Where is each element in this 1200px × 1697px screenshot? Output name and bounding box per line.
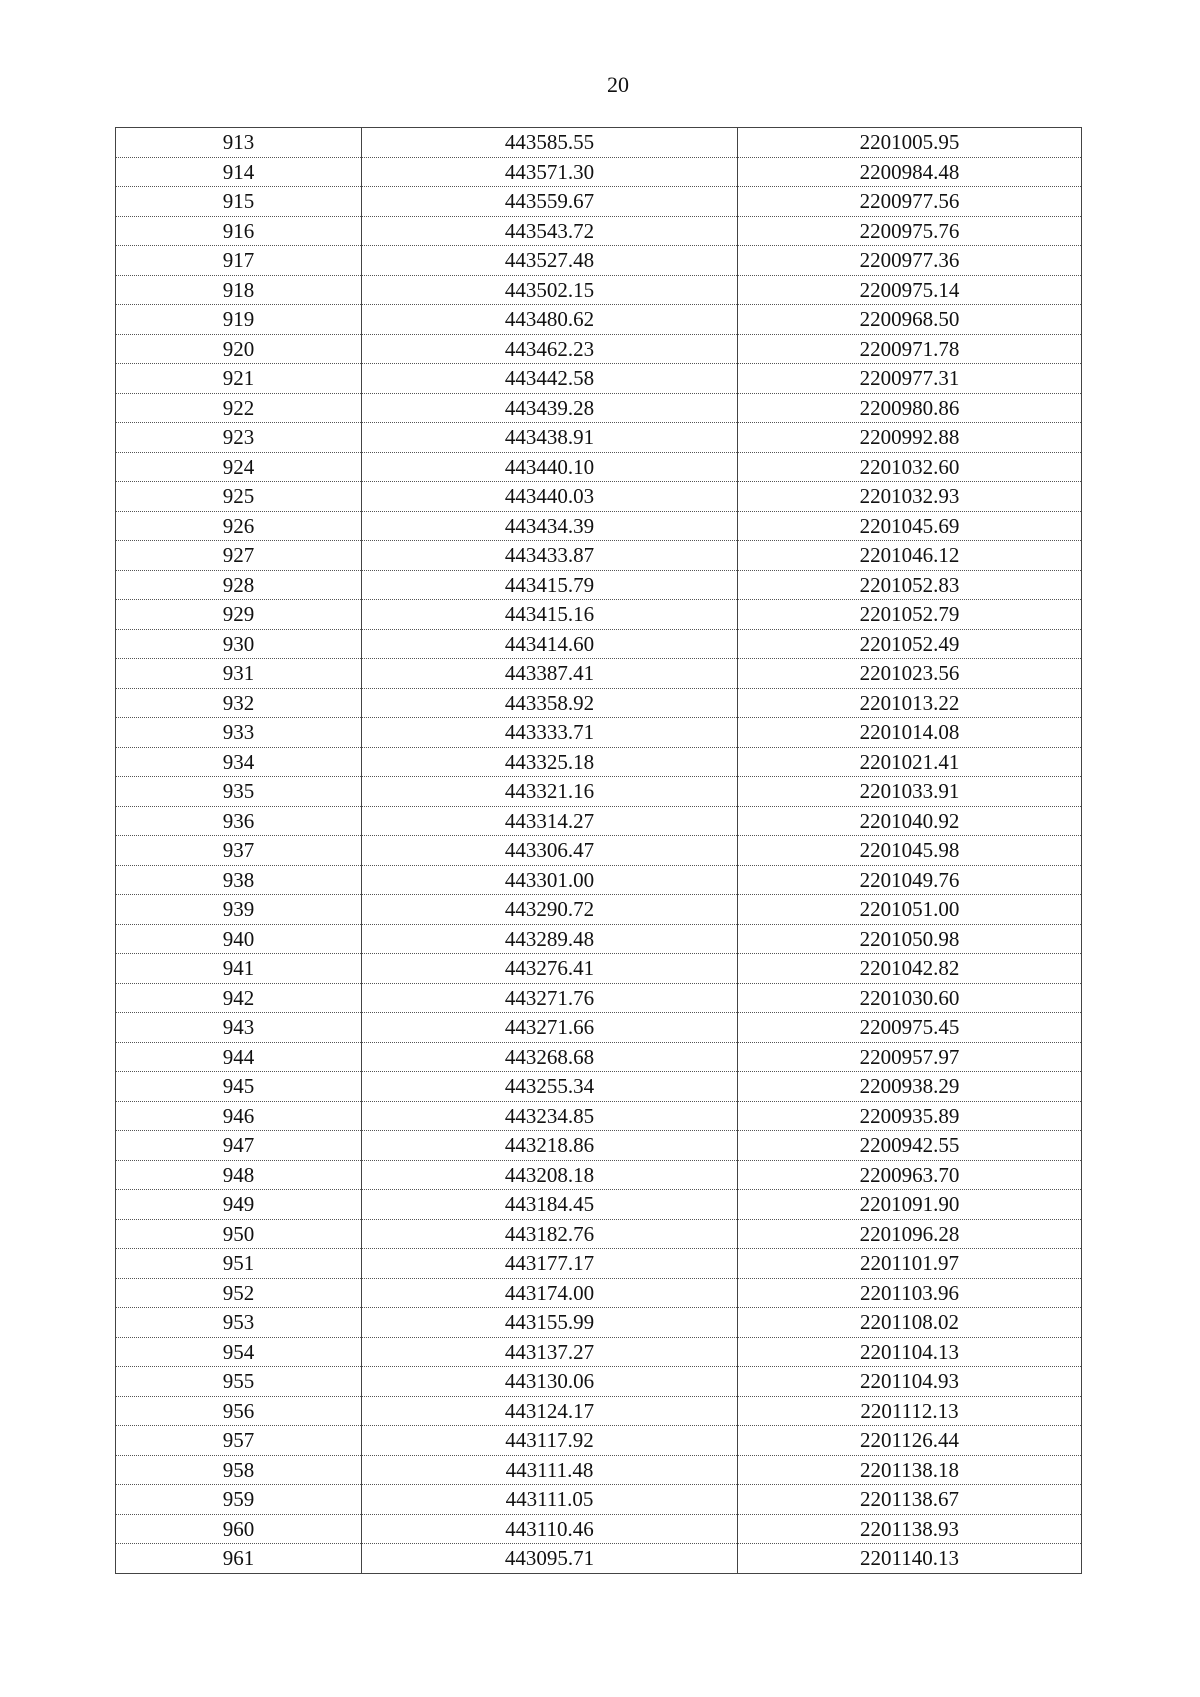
table-row (116, 216, 1082, 246)
point-number-cell: 949 (116, 1190, 362, 1220)
point-number-cell: 954 (116, 1337, 362, 1367)
point-number-cell: 957 (116, 1426, 362, 1456)
y-coordinate-cell: 2200977.36 (738, 246, 1082, 276)
table-row (116, 924, 1082, 954)
table-row (116, 659, 1082, 689)
y-coordinate-cell: 2201052.79 (738, 600, 1082, 630)
table-row (116, 895, 1082, 925)
x-coordinate-cell: 443333.71 (362, 718, 738, 748)
y-coordinate-cell: 2201023.56 (738, 659, 1082, 689)
y-coordinate-cell: 2201138.67 (738, 1485, 1082, 1515)
point-number-cell: 920 (116, 334, 362, 364)
table-row (116, 1337, 1082, 1367)
x-coordinate-cell: 443502.15 (362, 275, 738, 305)
y-coordinate-cell: 2200942.55 (738, 1131, 1082, 1161)
x-coordinate-cell: 443480.62 (362, 305, 738, 335)
y-coordinate-cell: 2201032.93 (738, 482, 1082, 512)
y-coordinate-cell: 2201049.76 (738, 865, 1082, 895)
y-coordinate-cell: 2201013.22 (738, 688, 1082, 718)
y-coordinate-cell: 2201050.98 (738, 924, 1082, 954)
y-coordinate-cell: 2201091.90 (738, 1190, 1082, 1220)
point-number-cell: 932 (116, 688, 362, 718)
table-row (116, 393, 1082, 423)
table-row (116, 1544, 1082, 1574)
y-coordinate-cell: 2201138.18 (738, 1455, 1082, 1485)
point-number-cell: 915 (116, 187, 362, 217)
y-coordinate-cell: 2200957.97 (738, 1042, 1082, 1072)
table-row (116, 157, 1082, 187)
point-number-cell: 951 (116, 1249, 362, 1279)
x-coordinate-cell: 443571.30 (362, 157, 738, 187)
x-coordinate-cell: 443415.79 (362, 570, 738, 600)
y-coordinate-cell: 2200963.70 (738, 1160, 1082, 1190)
point-number-cell: 943 (116, 1013, 362, 1043)
point-number-cell: 940 (116, 924, 362, 954)
y-coordinate-cell: 2201104.93 (738, 1367, 1082, 1397)
table-row (116, 747, 1082, 777)
y-coordinate-cell: 2200975.45 (738, 1013, 1082, 1043)
y-coordinate-cell: 2200977.56 (738, 187, 1082, 217)
y-coordinate-cell: 2201103.96 (738, 1278, 1082, 1308)
y-coordinate-cell: 2201032.60 (738, 452, 1082, 482)
table-row (116, 954, 1082, 984)
point-number-cell: 944 (116, 1042, 362, 1072)
point-number-cell: 917 (116, 246, 362, 276)
table-row (116, 1485, 1082, 1515)
table-row (116, 511, 1082, 541)
point-number-cell: 946 (116, 1101, 362, 1131)
x-coordinate-cell: 443290.72 (362, 895, 738, 925)
point-number-cell: 960 (116, 1514, 362, 1544)
point-number-cell: 948 (116, 1160, 362, 1190)
x-coordinate-cell: 443111.05 (362, 1485, 738, 1515)
x-coordinate-cell: 443095.71 (362, 1544, 738, 1574)
x-coordinate-cell: 443559.67 (362, 187, 738, 217)
point-number-cell: 923 (116, 423, 362, 453)
table-row (116, 1219, 1082, 1249)
table-row (116, 1426, 1082, 1456)
point-number-cell: 953 (116, 1308, 362, 1338)
table-row (116, 128, 1082, 158)
x-coordinate-cell: 443306.47 (362, 836, 738, 866)
y-coordinate-cell: 2201045.69 (738, 511, 1082, 541)
y-coordinate-cell: 2200971.78 (738, 334, 1082, 364)
y-coordinate-cell: 2201045.98 (738, 836, 1082, 866)
table-row (116, 629, 1082, 659)
x-coordinate-cell: 443440.10 (362, 452, 738, 482)
x-coordinate-cell: 443585.55 (362, 128, 738, 158)
coordinates-table (115, 127, 1082, 1574)
x-coordinate-cell: 443111.48 (362, 1455, 738, 1485)
table-row (116, 1131, 1082, 1161)
point-number-cell: 958 (116, 1455, 362, 1485)
point-number-cell: 950 (116, 1219, 362, 1249)
table-row (116, 541, 1082, 571)
x-coordinate-cell: 443124.17 (362, 1396, 738, 1426)
x-coordinate-cell: 443137.27 (362, 1337, 738, 1367)
point-number-cell: 934 (116, 747, 362, 777)
point-number-cell: 935 (116, 777, 362, 807)
table-row (116, 1042, 1082, 1072)
x-coordinate-cell: 443271.66 (362, 1013, 738, 1043)
y-coordinate-cell: 2201112.13 (738, 1396, 1082, 1426)
x-coordinate-cell: 443208.18 (362, 1160, 738, 1190)
y-coordinate-cell: 2201042.82 (738, 954, 1082, 984)
y-coordinate-cell: 2201005.95 (738, 128, 1082, 158)
point-number-cell: 916 (116, 216, 362, 246)
y-coordinate-cell: 2200975.76 (738, 216, 1082, 246)
point-number-cell: 931 (116, 659, 362, 689)
x-coordinate-cell: 443218.86 (362, 1131, 738, 1161)
point-number-cell: 956 (116, 1396, 362, 1426)
point-number-cell: 924 (116, 452, 362, 482)
table-row (116, 1396, 1082, 1426)
point-number-cell: 914 (116, 157, 362, 187)
x-coordinate-cell: 443289.48 (362, 924, 738, 954)
table-row (116, 1013, 1082, 1043)
table-row (116, 806, 1082, 836)
x-coordinate-cell: 443271.76 (362, 983, 738, 1013)
x-coordinate-cell: 443527.48 (362, 246, 738, 276)
point-number-cell: 947 (116, 1131, 362, 1161)
y-coordinate-cell: 2201096.28 (738, 1219, 1082, 1249)
x-coordinate-cell: 443414.60 (362, 629, 738, 659)
x-coordinate-cell: 443415.16 (362, 600, 738, 630)
table-row (116, 777, 1082, 807)
point-number-cell: 919 (116, 305, 362, 335)
table-row (116, 482, 1082, 512)
y-coordinate-cell: 2201051.00 (738, 895, 1082, 925)
table-row (116, 1160, 1082, 1190)
x-coordinate-cell: 443184.45 (362, 1190, 738, 1220)
y-coordinate-cell: 2201040.92 (738, 806, 1082, 836)
x-coordinate-cell: 443439.28 (362, 393, 738, 423)
page-number: 20 (607, 72, 629, 97)
table-row (116, 364, 1082, 394)
x-coordinate-cell: 443434.39 (362, 511, 738, 541)
table-row (116, 1514, 1082, 1544)
point-number-cell: 921 (116, 364, 362, 394)
x-coordinate-cell: 443268.68 (362, 1042, 738, 1072)
table-row (116, 688, 1082, 718)
point-number-cell: 930 (116, 629, 362, 659)
y-coordinate-cell: 2201140.13 (738, 1544, 1082, 1574)
coordinates-table-body (116, 128, 1082, 1574)
x-coordinate-cell: 443130.06 (362, 1367, 738, 1397)
y-coordinate-cell: 2201101.97 (738, 1249, 1082, 1279)
table-row (116, 836, 1082, 866)
x-coordinate-cell: 443543.72 (362, 216, 738, 246)
point-number-cell: 961 (116, 1544, 362, 1574)
point-number-cell: 952 (116, 1278, 362, 1308)
point-number-cell: 913 (116, 128, 362, 158)
y-coordinate-cell: 2200984.48 (738, 157, 1082, 187)
point-number-cell: 927 (116, 541, 362, 571)
table-row (116, 570, 1082, 600)
table-row (116, 983, 1082, 1013)
point-number-cell: 955 (116, 1367, 362, 1397)
table-row (116, 334, 1082, 364)
point-number-cell: 928 (116, 570, 362, 600)
x-coordinate-cell: 443174.00 (362, 1278, 738, 1308)
x-coordinate-cell: 443462.23 (362, 334, 738, 364)
y-coordinate-cell: 2201030.60 (738, 983, 1082, 1013)
point-number-cell: 939 (116, 895, 362, 925)
point-number-cell: 937 (116, 836, 362, 866)
y-coordinate-cell: 2201108.02 (738, 1308, 1082, 1338)
point-number-cell: 926 (116, 511, 362, 541)
y-coordinate-cell: 2201046.12 (738, 541, 1082, 571)
point-number-cell: 942 (116, 983, 362, 1013)
table-row (116, 865, 1082, 895)
x-coordinate-cell: 443117.92 (362, 1426, 738, 1456)
y-coordinate-cell: 2200975.14 (738, 275, 1082, 305)
x-coordinate-cell: 443440.03 (362, 482, 738, 512)
y-coordinate-cell: 2201052.49 (738, 629, 1082, 659)
point-number-cell: 938 (116, 865, 362, 895)
table-row (116, 1278, 1082, 1308)
x-coordinate-cell: 443433.87 (362, 541, 738, 571)
y-coordinate-cell: 2201014.08 (738, 718, 1082, 748)
table-row (116, 1190, 1082, 1220)
table-row (116, 718, 1082, 748)
table-row (116, 1072, 1082, 1102)
table-row (116, 1249, 1082, 1279)
table-row (116, 1455, 1082, 1485)
y-coordinate-cell: 2200980.86 (738, 393, 1082, 423)
point-number-cell: 929 (116, 600, 362, 630)
y-coordinate-cell: 2200992.88 (738, 423, 1082, 453)
x-coordinate-cell: 443301.00 (362, 865, 738, 895)
x-coordinate-cell: 443438.91 (362, 423, 738, 453)
table-row (116, 600, 1082, 630)
point-number-cell: 941 (116, 954, 362, 984)
point-number-cell: 959 (116, 1485, 362, 1515)
point-number-cell: 925 (116, 482, 362, 512)
x-coordinate-cell: 443314.27 (362, 806, 738, 836)
table-row (116, 1308, 1082, 1338)
point-number-cell: 922 (116, 393, 362, 423)
x-coordinate-cell: 443182.76 (362, 1219, 738, 1249)
table-row (116, 452, 1082, 482)
point-number-cell: 945 (116, 1072, 362, 1102)
y-coordinate-cell: 2200938.29 (738, 1072, 1082, 1102)
point-number-cell: 918 (116, 275, 362, 305)
table-row (116, 423, 1082, 453)
y-coordinate-cell: 2201021.41 (738, 747, 1082, 777)
x-coordinate-cell: 443255.34 (362, 1072, 738, 1102)
y-coordinate-cell: 2201033.91 (738, 777, 1082, 807)
x-coordinate-cell: 443110.46 (362, 1514, 738, 1544)
y-coordinate-cell: 2200977.31 (738, 364, 1082, 394)
y-coordinate-cell: 2201126.44 (738, 1426, 1082, 1456)
x-coordinate-cell: 443276.41 (362, 954, 738, 984)
y-coordinate-cell: 2201138.93 (738, 1514, 1082, 1544)
table-row (116, 275, 1082, 305)
table-row (116, 187, 1082, 217)
x-coordinate-cell: 443325.18 (362, 747, 738, 777)
x-coordinate-cell: 443442.58 (362, 364, 738, 394)
table-row (116, 305, 1082, 335)
point-number-cell: 933 (116, 718, 362, 748)
x-coordinate-cell: 443177.17 (362, 1249, 738, 1279)
x-coordinate-cell: 443234.85 (362, 1101, 738, 1131)
x-coordinate-cell: 443358.92 (362, 688, 738, 718)
x-coordinate-cell: 443321.16 (362, 777, 738, 807)
y-coordinate-cell: 2200935.89 (738, 1101, 1082, 1131)
x-coordinate-cell: 443387.41 (362, 659, 738, 689)
table-row (116, 1367, 1082, 1397)
y-coordinate-cell: 2201052.83 (738, 570, 1082, 600)
table-row (116, 1101, 1082, 1131)
y-coordinate-cell: 2200968.50 (738, 305, 1082, 335)
x-coordinate-cell: 443155.99 (362, 1308, 738, 1338)
table-row (116, 246, 1082, 276)
y-coordinate-cell: 2201104.13 (738, 1337, 1082, 1367)
point-number-cell: 936 (116, 806, 362, 836)
